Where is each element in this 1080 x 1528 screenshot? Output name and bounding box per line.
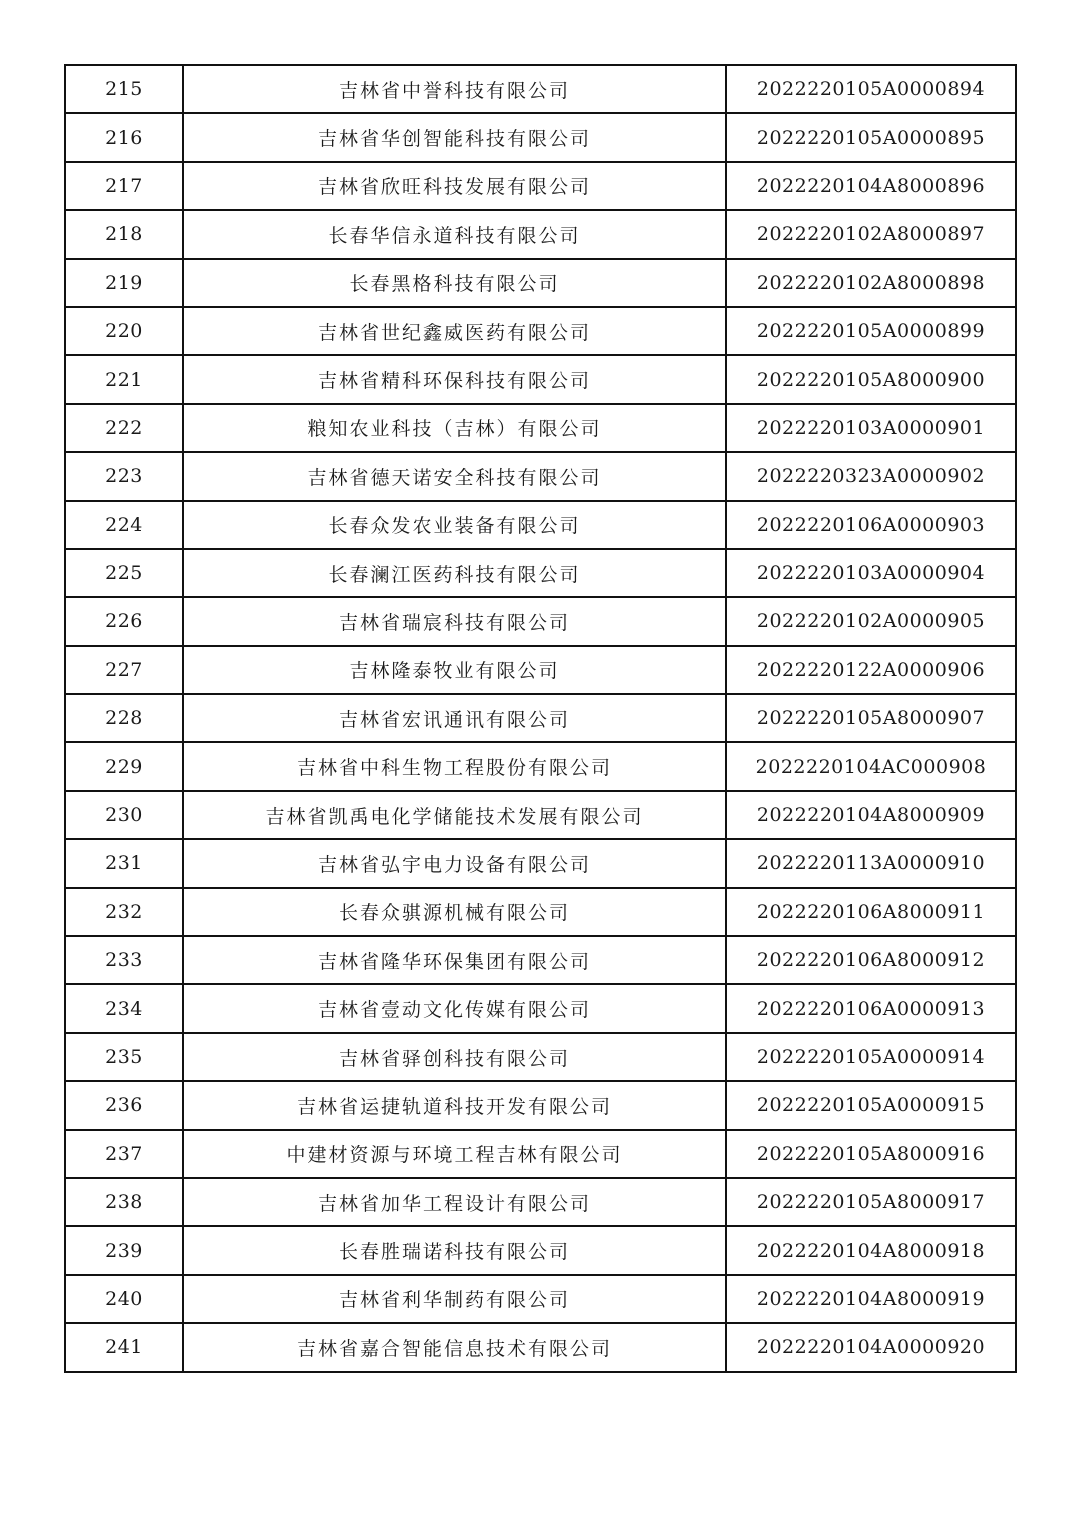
table-row <box>65 501 1016 549</box>
registration-code-cell: 2022220104A8000918 <box>726 1226 1016 1274</box>
row-index-cell: 227 <box>65 646 183 694</box>
company-name-cell: 吉林隆泰牧业有限公司 <box>183 646 726 694</box>
company-name-cell: 吉林省驿创科技有限公司 <box>183 1033 726 1081</box>
table-body <box>65 65 1016 1372</box>
registration-code-cell: 2022220106A8000911 <box>726 888 1016 936</box>
table-row <box>65 355 1016 403</box>
row-index-cell: 238 <box>65 1178 183 1226</box>
company-name-cell: 吉林省利华制药有限公司 <box>183 1275 726 1323</box>
table-row <box>65 1081 1016 1129</box>
company-name-cell: 吉林省华创智能科技有限公司 <box>183 113 726 161</box>
row-index-cell: 225 <box>65 549 183 597</box>
registration-code-cell: 2022220122A0000906 <box>726 646 1016 694</box>
registration-code-cell: 2022220105A8000907 <box>726 694 1016 742</box>
company-name-cell: 吉林省凯禹电化学储能技术发展有限公司 <box>183 791 726 839</box>
company-name-cell: 长春华信永道科技有限公司 <box>183 210 726 258</box>
company-name-cell: 吉林省嘉合智能信息技术有限公司 <box>183 1323 726 1371</box>
table-row <box>65 1226 1016 1274</box>
table-row <box>65 1275 1016 1323</box>
registration-code-cell: 2022220105A0000894 <box>726 65 1016 113</box>
table-row <box>65 452 1016 500</box>
table-row <box>65 1323 1016 1371</box>
table-row <box>65 404 1016 452</box>
registration-code-cell: 2022220104A8000919 <box>726 1275 1016 1323</box>
company-name-cell: 吉林省宏讯通讯有限公司 <box>183 694 726 742</box>
table-row <box>65 1130 1016 1178</box>
row-index-cell: 226 <box>65 597 183 645</box>
registration-code-cell: 2022220105A0000915 <box>726 1081 1016 1129</box>
row-index-cell: 236 <box>65 1081 183 1129</box>
table-row <box>65 694 1016 742</box>
row-index-cell: 237 <box>65 1130 183 1178</box>
registration-code-cell: 2022220113A0000910 <box>726 839 1016 887</box>
registration-code-cell: 2022220104A8000909 <box>726 791 1016 839</box>
table-row <box>65 936 1016 984</box>
row-index-cell: 241 <box>65 1323 183 1371</box>
company-name-cell: 吉林省中誉科技有限公司 <box>183 65 726 113</box>
row-index-cell: 217 <box>65 162 183 210</box>
company-name-cell: 吉林省中科生物工程股份有限公司 <box>183 742 726 790</box>
registration-code-cell: 2022220105A0000895 <box>726 113 1016 161</box>
row-index-cell: 232 <box>65 888 183 936</box>
registration-code-cell: 2022220323A0000902 <box>726 452 1016 500</box>
row-index-cell: 230 <box>65 791 183 839</box>
table-row <box>65 888 1016 936</box>
table-row <box>65 839 1016 887</box>
table-row <box>65 742 1016 790</box>
registration-code-cell: 2022220103A0000901 <box>726 404 1016 452</box>
row-index-cell: 234 <box>65 984 183 1032</box>
table-row <box>65 549 1016 597</box>
row-index-cell: 220 <box>65 307 183 355</box>
row-index-cell: 215 <box>65 65 183 113</box>
table-row <box>65 984 1016 1032</box>
company-name-cell: 吉林省欣旺科技发展有限公司 <box>183 162 726 210</box>
row-index-cell: 231 <box>65 839 183 887</box>
row-index-cell: 233 <box>65 936 183 984</box>
registration-code-cell: 2022220105A0000899 <box>726 307 1016 355</box>
row-index-cell: 223 <box>65 452 183 500</box>
registration-code-cell: 2022220105A8000900 <box>726 355 1016 403</box>
company-name-cell: 吉林省壹动文化传媒有限公司 <box>183 984 726 1032</box>
registration-code-cell: 2022220105A0000914 <box>726 1033 1016 1081</box>
company-name-cell: 长春黑格科技有限公司 <box>183 259 726 307</box>
table-row <box>65 210 1016 258</box>
registration-code-cell: 2022220106A0000903 <box>726 501 1016 549</box>
table-row <box>65 65 1016 113</box>
company-name-cell: 长春众骐源机械有限公司 <box>183 888 726 936</box>
registration-code-cell: 2022220103A0000904 <box>726 549 1016 597</box>
registration-code-cell: 2022220104A8000896 <box>726 162 1016 210</box>
row-index-cell: 222 <box>65 404 183 452</box>
table-row <box>65 1033 1016 1081</box>
table-row <box>65 307 1016 355</box>
company-name-cell: 吉林省运捷轨道科技开发有限公司 <box>183 1081 726 1129</box>
row-index-cell: 228 <box>65 694 183 742</box>
company-name-cell: 长春胜瑞诺科技有限公司 <box>183 1226 726 1274</box>
registration-code-cell: 2022220104A0000920 <box>726 1323 1016 1371</box>
company-name-cell: 中建材资源与环境工程吉林有限公司 <box>183 1130 726 1178</box>
company-name-cell: 吉林省世纪鑫威医药有限公司 <box>183 307 726 355</box>
table-row <box>65 597 1016 645</box>
table-row <box>65 646 1016 694</box>
company-registry-table <box>64 64 1017 1373</box>
company-name-cell: 长春众发农业装备有限公司 <box>183 501 726 549</box>
company-name-cell: 吉林省瑞宸科技有限公司 <box>183 597 726 645</box>
row-index-cell: 239 <box>65 1226 183 1274</box>
company-name-cell: 长春澜江医药科技有限公司 <box>183 549 726 597</box>
company-name-cell: 吉林省弘宇电力设备有限公司 <box>183 839 726 887</box>
row-index-cell: 235 <box>65 1033 183 1081</box>
registration-code-cell: 2022220105A8000917 <box>726 1178 1016 1226</box>
table-row <box>65 791 1016 839</box>
registration-code-cell: 2022220105A8000916 <box>726 1130 1016 1178</box>
company-name-cell: 吉林省精科环保科技有限公司 <box>183 355 726 403</box>
table-row <box>65 1178 1016 1226</box>
registration-code-cell: 2022220106A8000912 <box>726 936 1016 984</box>
row-index-cell: 229 <box>65 742 183 790</box>
row-index-cell: 218 <box>65 210 183 258</box>
table-row <box>65 113 1016 161</box>
registration-code-cell: 2022220104AC000908 <box>726 742 1016 790</box>
row-index-cell: 216 <box>65 113 183 161</box>
row-index-cell: 240 <box>65 1275 183 1323</box>
company-name-cell: 粮知农业科技（吉林）有限公司 <box>183 404 726 452</box>
company-name-cell: 吉林省隆华环保集团有限公司 <box>183 936 726 984</box>
registration-code-cell: 2022220102A8000898 <box>726 259 1016 307</box>
company-name-cell: 吉林省德天诺安全科技有限公司 <box>183 452 726 500</box>
registration-code-cell: 2022220102A0000905 <box>726 597 1016 645</box>
row-index-cell: 221 <box>65 355 183 403</box>
registration-code-cell: 2022220106A0000913 <box>726 984 1016 1032</box>
row-index-cell: 219 <box>65 259 183 307</box>
table-row <box>65 259 1016 307</box>
row-index-cell: 224 <box>65 501 183 549</box>
registration-code-cell: 2022220102A8000897 <box>726 210 1016 258</box>
table-row <box>65 162 1016 210</box>
company-name-cell: 吉林省加华工程设计有限公司 <box>183 1178 726 1226</box>
